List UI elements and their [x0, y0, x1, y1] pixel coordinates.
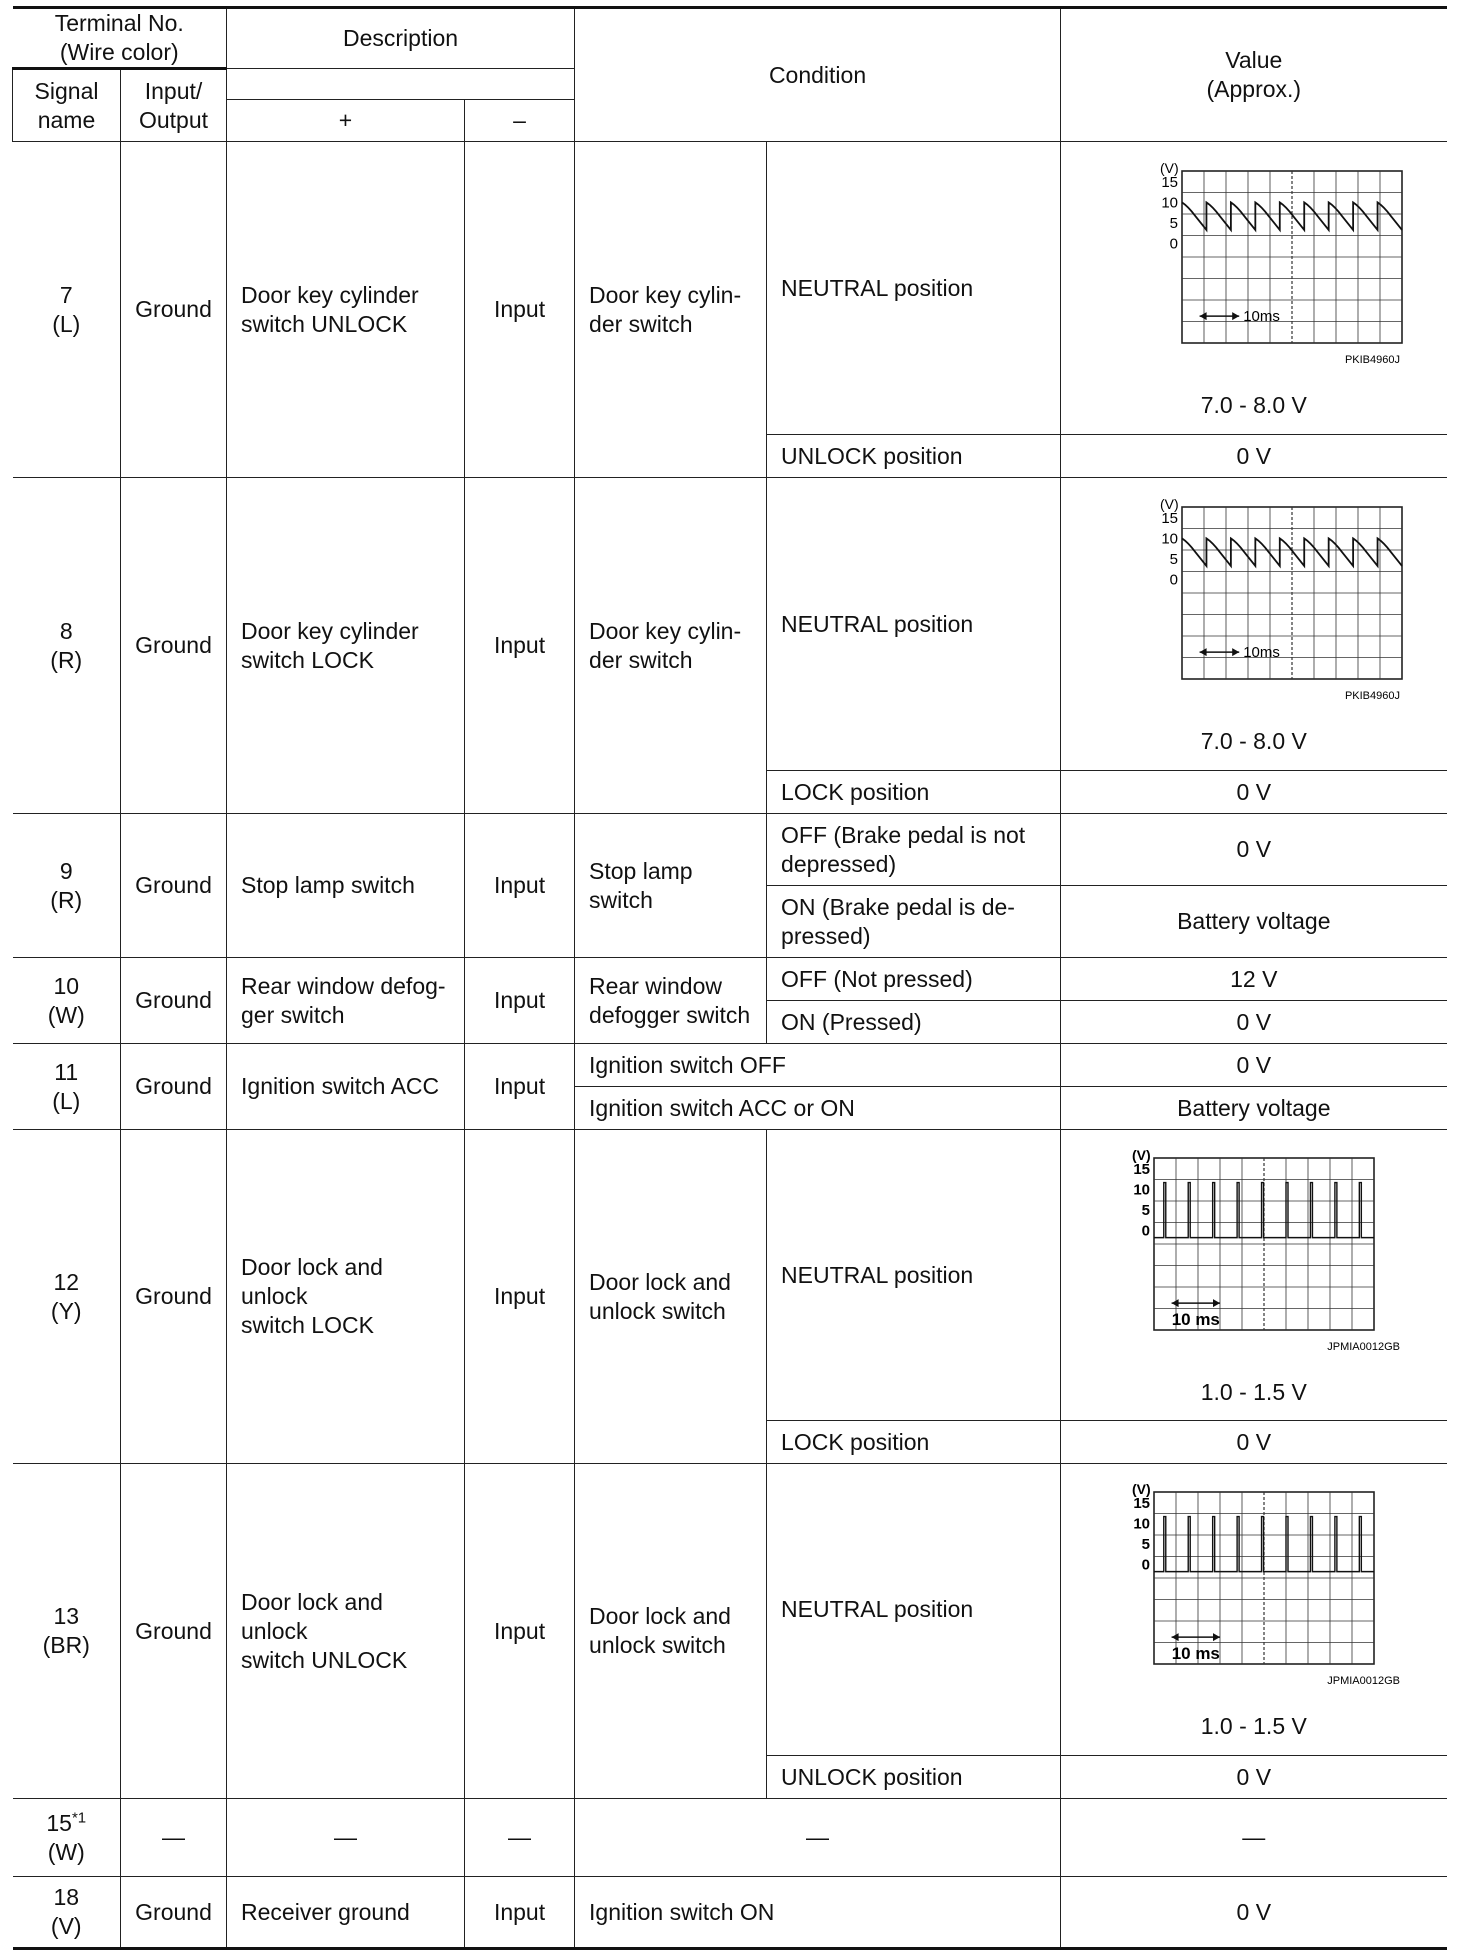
signal-name-cell: [227, 958, 465, 1044]
wire-color: (L): [52, 310, 81, 337]
condition-header: Condition: [575, 8, 1061, 142]
value-header: [1061, 8, 1447, 142]
condition-cell: Ignition switch ACC or ON: [575, 1087, 1061, 1130]
condition-cell: Ignition switch OFF: [575, 1044, 1061, 1087]
value-cell: 0 V: [1061, 1001, 1447, 1044]
terminal-number: 8: [59, 617, 73, 644]
y-tick-label: 0: [1141, 1556, 1150, 1574]
waveform-cell: [1061, 142, 1447, 435]
sub-condition-line-2: pressed): [781, 922, 871, 949]
terminal-number: 12: [53, 1268, 80, 1295]
terminal-spec-table: [12, 6, 1447, 1950]
footnote-marker: *1: [71, 1808, 87, 1826]
y-tick-label: 5: [1141, 1536, 1150, 1554]
wire-color: (V): [50, 1913, 82, 1939]
io-cell: Input: [465, 478, 575, 814]
figure-code: PKIB4960J: [1344, 353, 1400, 366]
minus-cell: Ground: [121, 142, 227, 478]
sub-condition-cell: LOCK position: [767, 771, 1061, 814]
condition-cell: —: [575, 1799, 1061, 1877]
signal-line-2: ger switch: [241, 1001, 345, 1028]
y-tick-label: 15: [1161, 509, 1178, 527]
signal-line-1: Door lock and unlock: [241, 1588, 383, 1644]
condition-line-2: der switch: [589, 646, 693, 673]
figure-code: JPMIA0012GB: [1327, 1340, 1400, 1353]
table-row: [13, 142, 1447, 435]
table-row: [13, 814, 1447, 886]
io-header: [121, 69, 227, 142]
time-scale-label: 10 ms: [1171, 1309, 1220, 1329]
condition-line-2: defogger switch: [589, 1001, 751, 1028]
signal-line-2: switch LOCK: [241, 646, 374, 673]
waveform-cell: [1061, 1464, 1447, 1756]
figure-code: PKIB4960J: [1344, 689, 1400, 702]
io-cell: Input: [465, 958, 575, 1044]
waveform-graph: [1104, 1478, 1404, 1710]
condition-line-2: switch: [589, 886, 653, 913]
io-label-2: Output: [138, 106, 209, 133]
y-unit-label: (V): [1159, 159, 1179, 176]
terminal-number: 18: [53, 1884, 80, 1910]
y-tick-label: 10: [1133, 1181, 1150, 1199]
y-tick-label: 0: [1169, 570, 1178, 588]
terminal-cell: [13, 1877, 121, 1949]
y-tick-label: 5: [1169, 550, 1178, 568]
wire-color: (W): [47, 1001, 85, 1028]
time-scale-arrow: [1199, 648, 1239, 656]
terminal-cell: [13, 1464, 121, 1799]
minus-cell: Ground: [121, 478, 227, 814]
table-row: [13, 1877, 1447, 1949]
table-row: [13, 478, 1447, 771]
condition-cell: [575, 814, 767, 958]
sub-condition-cell: NEUTRAL position: [767, 1464, 1061, 1756]
minus-cell: Ground: [121, 1130, 227, 1464]
minus-cell: Ground: [121, 958, 227, 1044]
io-cell: Input: [465, 1130, 575, 1464]
io-label-1: Input/: [144, 77, 203, 104]
signal-line-1: Door key cylinder: [241, 617, 419, 644]
sub-condition-cell: UNLOCK position: [767, 435, 1061, 478]
condition-cell: [575, 1464, 767, 1799]
y-tick-label: 0: [1141, 1221, 1150, 1239]
condition-cell: [575, 958, 767, 1044]
wire-color: (R): [50, 646, 83, 673]
signal-line-2: switch UNLOCK: [241, 310, 408, 337]
value-cell: 0 V: [1061, 1044, 1447, 1087]
y-unit-label: (V): [1131, 1481, 1151, 1497]
terminal-label: Terminal No.: [54, 10, 184, 36]
waveform-graph: [1104, 493, 1404, 725]
time-scale-label: 10 ms: [1171, 1644, 1220, 1664]
y-tick-label: 15: [1133, 1160, 1150, 1178]
minus-header: –: [465, 100, 575, 142]
signal-line-1: Rear window defog-: [241, 972, 446, 999]
terminal-cell: [13, 142, 121, 478]
waveform-cell: [1061, 478, 1447, 771]
table-row: [13, 1799, 1447, 1877]
value-cell: Battery voltage: [1061, 1087, 1447, 1130]
io-cell: Input: [465, 1464, 575, 1799]
signal-name-cell: —: [227, 1799, 465, 1877]
y-tick-label: 10: [1161, 194, 1178, 212]
wire-color: (L): [52, 1087, 81, 1114]
value-cell: 0 V: [1061, 814, 1447, 886]
signal-line-2: switch LOCK: [241, 1312, 374, 1338]
waveform-cell: [1061, 1130, 1447, 1421]
value-cell: 0 V: [1061, 1421, 1447, 1464]
value-text: 7.0 - 8.0 V: [1200, 391, 1307, 418]
signal-name-cell: [227, 1130, 465, 1464]
signal-line-2: switch UNLOCK: [241, 1646, 408, 1673]
time-scale-arrow: [1199, 312, 1239, 320]
scope-grid: [1182, 171, 1402, 343]
signal-name-cell: Stop lamp switch: [227, 814, 465, 958]
terminal-header: [13, 8, 227, 69]
y-tick-label: 15: [1161, 173, 1178, 191]
io-cell: Input: [465, 1044, 575, 1130]
value-label: Value: [1225, 47, 1283, 73]
sub-condition-cell: NEUTRAL position: [767, 1130, 1061, 1421]
io-cell: Input: [465, 142, 575, 478]
condition-line-2: unlock switch: [589, 1632, 726, 1658]
minus-cell: Ground: [121, 1877, 227, 1949]
value-cell: 0 V: [1061, 435, 1447, 478]
terminal-number: 9: [59, 857, 73, 884]
sub-condition-line-1: ON (Brake pedal is de-: [781, 893, 1015, 920]
sub-condition-cell: [767, 814, 1061, 886]
terminal-cell: [13, 1130, 121, 1464]
io-cell: Input: [465, 814, 575, 958]
signal-name-header: Signal name: [13, 69, 121, 142]
value-cell: 12 V: [1061, 958, 1447, 1001]
signal-name-cell: [227, 1464, 465, 1799]
value-cell: 0 V: [1061, 1877, 1447, 1949]
y-tick-label: 5: [1141, 1201, 1150, 1219]
waveform-trace: [1154, 1517, 1374, 1572]
sub-condition-cell: ON (Pressed): [767, 1001, 1061, 1044]
sub-condition-line-2: depressed): [781, 850, 897, 877]
y-unit-label: (V): [1159, 495, 1179, 512]
value-cell: Battery voltage: [1061, 886, 1447, 958]
wire-color: (BR): [42, 1632, 90, 1658]
sub-condition-cell: LOCK position: [767, 1421, 1061, 1464]
y-tick-label: 10: [1133, 1515, 1150, 1533]
value-cell: —: [1061, 1799, 1447, 1877]
io-cell: —: [465, 1799, 575, 1877]
condition-cell: [575, 1130, 767, 1464]
condition-line-1: Stop lamp: [589, 857, 693, 884]
y-tick-label: 5: [1169, 214, 1178, 232]
wire-color-label: (Wire color): [59, 39, 179, 65]
terminal-number: 15: [46, 1809, 72, 1836]
terminal-cell: [13, 958, 121, 1044]
table-row: [13, 1044, 1447, 1087]
value-cell: 0 V: [1061, 771, 1447, 814]
sub-condition-cell: NEUTRAL position: [767, 142, 1061, 435]
condition-line-1: Door key cylin-: [589, 281, 742, 308]
terminal-cell: [13, 814, 121, 958]
waveform-graph: [1104, 1144, 1404, 1376]
sub-condition-line-1: OFF (Brake pedal is not: [781, 821, 1026, 848]
table-row: [13, 958, 1447, 1001]
figure-code: JPMIA0012GB: [1327, 1675, 1400, 1687]
condition-cell: Ignition switch ON: [575, 1877, 1061, 1949]
minus-cell: Ground: [121, 814, 227, 958]
value-text: 1.0 - 1.5 V: [1200, 1378, 1307, 1405]
terminal-cell: [13, 478, 121, 814]
minus-cell: —: [121, 1799, 227, 1877]
signal-name-cell: [227, 142, 465, 478]
wire-color: (R): [50, 886, 83, 913]
time-scale-label: 10ms: [1242, 307, 1280, 325]
y-unit-label: (V): [1131, 1146, 1151, 1163]
y-tick-label: 0: [1169, 234, 1178, 252]
table-row: [13, 1130, 1447, 1421]
condition-line-2: unlock switch: [589, 1297, 726, 1324]
condition-cell: [575, 478, 767, 814]
condition-cell: [575, 142, 767, 478]
terminal-cell: [13, 1044, 121, 1130]
terminal-number: 7: [59, 281, 73, 308]
minus-cell: Ground: [121, 1464, 227, 1799]
wire-color: (Y): [50, 1297, 82, 1324]
wire-color: (W): [47, 1838, 85, 1865]
sub-condition-cell: UNLOCK position: [767, 1756, 1061, 1799]
approx-label: (Approx.): [1206, 76, 1302, 102]
terminal-number: 13: [53, 1603, 80, 1629]
condition-line-1: Door lock and: [589, 1603, 731, 1629]
plus-header: +: [227, 100, 465, 142]
condition-line-1: Rear window: [589, 972, 722, 999]
signal-name-cell: [227, 478, 465, 814]
sub-condition-cell: OFF (Not pressed): [767, 958, 1061, 1001]
signal-line-1: Door key cylinder: [241, 281, 419, 308]
condition-line-2: der switch: [589, 310, 693, 337]
condition-line-1: Door lock and: [589, 1268, 731, 1295]
signal-name-cell: Ignition switch ACC: [227, 1044, 465, 1130]
sub-condition-cell: NEUTRAL position: [767, 478, 1061, 771]
time-scale-label: 10ms: [1242, 643, 1280, 661]
minus-cell: Ground: [121, 1044, 227, 1130]
sub-condition-cell: [767, 886, 1061, 958]
description-header: Description: [227, 8, 575, 69]
header-row-1: [13, 8, 1447, 69]
time-scale-arrow: [1171, 1299, 1219, 1307]
condition-line-1: Door key cylin-: [589, 617, 742, 644]
value-cell: 0 V: [1061, 1756, 1447, 1799]
y-tick-label: 15: [1133, 1495, 1150, 1513]
time-scale-arrow: [1171, 1633, 1219, 1641]
value-text: 7.0 - 8.0 V: [1200, 727, 1307, 754]
table-row: [13, 1464, 1447, 1756]
terminal-number: 11: [54, 1058, 79, 1085]
waveform-trace: [1154, 1182, 1374, 1237]
y-tick-label: 10: [1161, 530, 1178, 548]
io-cell: Input: [465, 1877, 575, 1949]
value-text: 1.0 - 1.5 V: [1200, 1713, 1307, 1739]
scope-grid: [1182, 507, 1402, 679]
terminal-number: 10: [53, 972, 80, 999]
signal-name-cell: Receiver ground: [227, 1877, 465, 1949]
waveform-graph: [1104, 157, 1404, 389]
terminal-cell: [13, 1799, 121, 1877]
signal-line-1: Door lock and unlock: [241, 1254, 383, 1309]
